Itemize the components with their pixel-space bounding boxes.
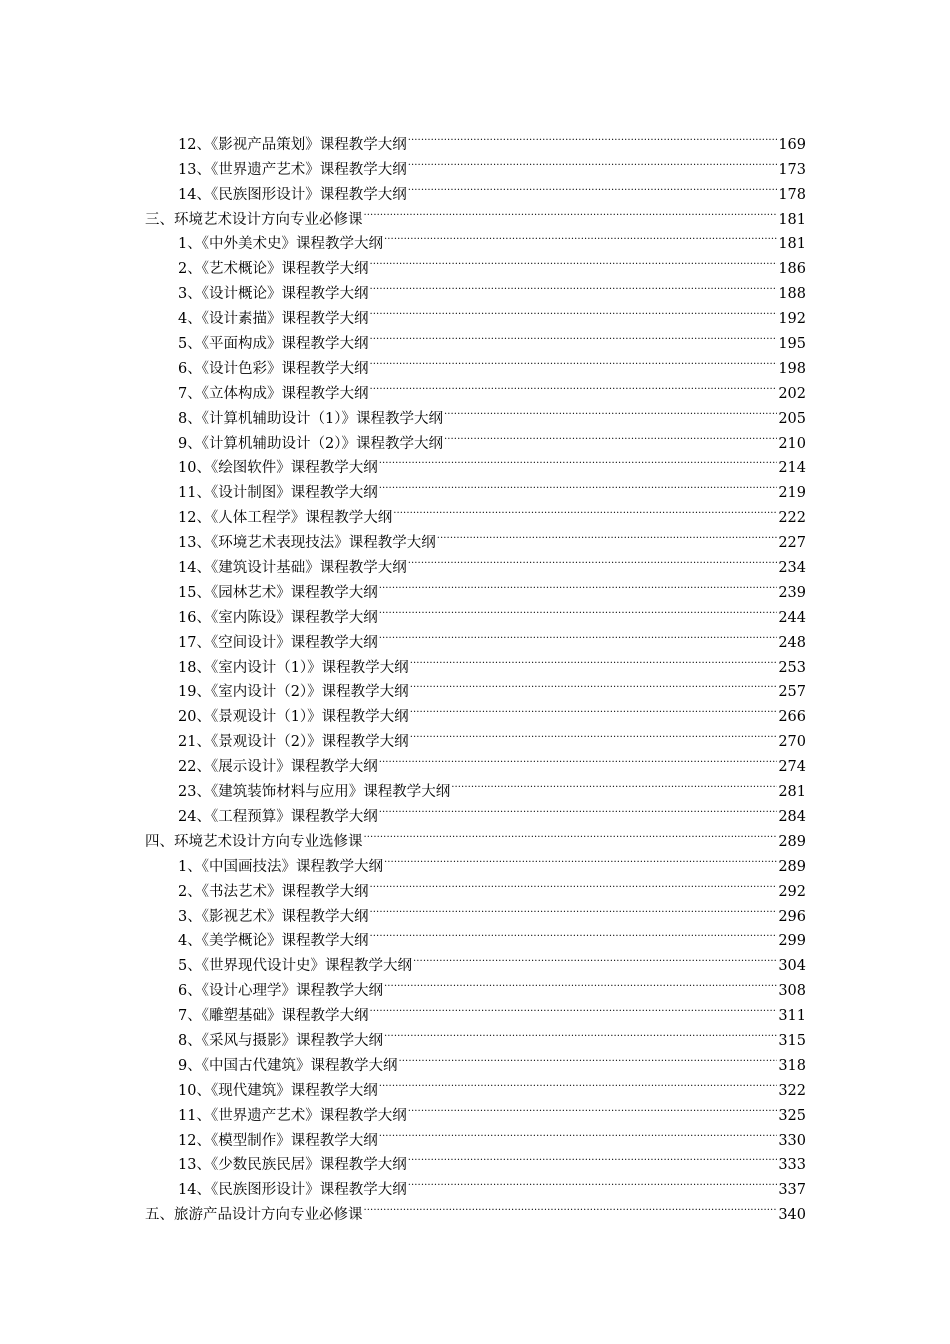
toc-entry[interactable] bbox=[178, 398, 806, 427]
toc-entry[interactable] bbox=[178, 647, 806, 676]
toc-entry-title: 13、《环境艺术表现技法》课程教学大纲 bbox=[178, 535, 436, 552]
toc-entry[interactable] bbox=[178, 1095, 806, 1124]
toc-entry[interactable] bbox=[178, 448, 806, 477]
toc-entry-title: 24、《工程预算》课程教学大纲 bbox=[178, 808, 378, 825]
toc-entry[interactable] bbox=[178, 796, 806, 825]
toc-dot-leader bbox=[384, 224, 777, 249]
toc-dot-leader bbox=[384, 1020, 777, 1045]
toc-entry-title: 20、《景观设计（1）》课程教学大纲 bbox=[178, 709, 409, 726]
toc-entry[interactable] bbox=[178, 373, 806, 402]
toc-dot-leader bbox=[369, 896, 777, 921]
toc-entry-title: 3、《设计概论》课程教学大纲 bbox=[178, 286, 369, 303]
toc-section-entry[interactable] bbox=[145, 1194, 806, 1224]
toc-dot-leader bbox=[369, 871, 777, 896]
toc-entry[interactable] bbox=[178, 497, 806, 527]
toc-entry-page-number: 308 bbox=[778, 983, 806, 1000]
toc-entry-title: 五、旅游产品设计方向专业必修课 bbox=[145, 1207, 363, 1224]
toc-dot-leader bbox=[437, 522, 778, 547]
toc-entry-title: 4、《美学概论》课程教学大纲 bbox=[178, 933, 369, 950]
toc-dot-leader bbox=[364, 1194, 778, 1219]
toc-entry-page-number: 322 bbox=[778, 1082, 806, 1099]
toc-dot-leader bbox=[408, 174, 778, 199]
toc-entry[interactable] bbox=[178, 323, 806, 353]
toc-dot-leader bbox=[379, 1120, 778, 1145]
toc-entry[interactable] bbox=[178, 174, 806, 203]
toc-entry[interactable] bbox=[178, 348, 806, 377]
toc-entry[interactable] bbox=[178, 696, 806, 726]
toc-entry[interactable] bbox=[178, 572, 806, 601]
toc-entry[interactable] bbox=[178, 721, 806, 751]
toc-entry-page-number: 222 bbox=[778, 510, 806, 527]
toc-entry-title: 1、《中外美术史》课程教学大纲 bbox=[178, 236, 383, 253]
toc-dot-leader bbox=[408, 124, 778, 149]
toc-entry[interactable] bbox=[178, 248, 806, 278]
toc-entry-page-number: 173 bbox=[778, 161, 806, 178]
toc-dot-leader bbox=[408, 1169, 778, 1194]
toc-entry-title: 10、《绘图软件》课程教学大纲 bbox=[178, 460, 378, 477]
toc-entry-page-number: 198 bbox=[778, 360, 806, 377]
toc-dot-leader bbox=[369, 995, 777, 1020]
toc-dot-leader bbox=[379, 796, 778, 821]
toc-dot-leader bbox=[364, 821, 778, 846]
toc-entry-page-number: 234 bbox=[778, 560, 806, 577]
toc-dot-leader bbox=[393, 497, 777, 522]
toc-entry-page-number: 292 bbox=[778, 883, 806, 900]
toc-entry[interactable] bbox=[178, 547, 806, 577]
toc-entry-title: 13、《少数民族民居》课程教学大纲 bbox=[178, 1157, 407, 1174]
toc-entry-page-number: 239 bbox=[778, 584, 806, 601]
toc-entry-page-number: 340 bbox=[778, 1207, 806, 1224]
toc-dot-leader bbox=[384, 970, 777, 995]
toc-entry-title: 14、《建筑设计基础》课程教学大纲 bbox=[178, 560, 407, 577]
toc-entry[interactable] bbox=[178, 846, 806, 875]
toc-entry-title: 15、《园林艺术》课程教学大纲 bbox=[178, 584, 378, 601]
toc-dot-leader bbox=[379, 572, 778, 597]
toc-entry-title: 10、《现代建筑》课程教学大纲 bbox=[178, 1082, 378, 1099]
toc-entry-title: 2、《艺术概论》课程教学大纲 bbox=[178, 261, 369, 278]
toc-entry-page-number: 244 bbox=[778, 609, 806, 626]
toc-entry-title: 6、《设计心理学》课程教学大纲 bbox=[178, 983, 383, 1000]
toc-entry-page-number: 219 bbox=[778, 485, 806, 502]
toc-dot-leader bbox=[408, 1145, 778, 1170]
toc-entry-page-number: 192 bbox=[778, 311, 806, 328]
toc-entry-title: 8、《计算机辅助设计（1）》课程教学大纲 bbox=[178, 410, 443, 427]
toc-dot-leader bbox=[413, 945, 777, 970]
toc-entry-title: 13、《世界遗产艺术》课程教学大纲 bbox=[178, 161, 407, 178]
toc-dot-leader bbox=[410, 721, 778, 746]
toc-entry-page-number: 274 bbox=[778, 759, 806, 776]
toc-dot-leader bbox=[398, 1045, 777, 1070]
toc-entry[interactable] bbox=[178, 871, 806, 900]
toc-entry-page-number: 227 bbox=[778, 535, 806, 552]
toc-entry[interactable] bbox=[178, 1145, 806, 1174]
toc-dot-leader bbox=[379, 597, 778, 622]
toc-dot-leader bbox=[379, 472, 778, 497]
toc-entry-page-number: 257 bbox=[778, 684, 806, 701]
toc-entry[interactable] bbox=[178, 224, 806, 253]
toc-entry-title: 8、《采风与摄影》课程教学大纲 bbox=[178, 1032, 383, 1049]
toc-dot-leader bbox=[410, 672, 778, 697]
toc-entry-page-number: 202 bbox=[778, 385, 806, 402]
toc-dot-leader bbox=[369, 323, 777, 348]
toc-entry-page-number: 178 bbox=[778, 186, 806, 203]
toc-entry-title: 9、《计算机辅助设计（2）》课程教学大纲 bbox=[178, 435, 443, 452]
toc-dot-leader bbox=[369, 921, 777, 946]
toc-dot-leader bbox=[379, 622, 778, 647]
toc-entry[interactable] bbox=[178, 597, 806, 626]
toc-dot-leader bbox=[444, 398, 777, 423]
toc-entry-title: 18、《室内设计（1）》课程教学大纲 bbox=[178, 659, 409, 676]
toc-entry-page-number: 304 bbox=[778, 958, 806, 975]
toc-entry-page-number: 248 bbox=[778, 634, 806, 651]
toc-entry[interactable] bbox=[178, 124, 806, 153]
toc-entry-title: 12、《人体工程学》课程教学大纲 bbox=[178, 510, 393, 527]
toc-entry-title: 7、《雕塑基础》课程教学大纲 bbox=[178, 1008, 369, 1025]
table-of-contents bbox=[0, 124, 950, 1224]
toc-dot-leader bbox=[410, 696, 778, 721]
toc-entry[interactable] bbox=[178, 970, 806, 1000]
toc-entry-title: 12、《模型制作》课程教学大纲 bbox=[178, 1132, 378, 1149]
toc-dot-leader bbox=[410, 647, 778, 672]
toc-entry[interactable] bbox=[178, 1020, 806, 1049]
toc-dot-leader bbox=[369, 373, 777, 398]
toc-dot-leader bbox=[451, 771, 777, 796]
toc-entry-page-number: 330 bbox=[778, 1132, 806, 1149]
toc-entry-title: 5、《世界现代设计史》课程教学大纲 bbox=[178, 958, 412, 975]
toc-dot-leader bbox=[369, 248, 777, 273]
toc-section-entry[interactable] bbox=[145, 821, 806, 850]
toc-entry-title: 16、《室内陈设》课程教学大纲 bbox=[178, 609, 378, 626]
toc-entry[interactable] bbox=[178, 1070, 806, 1099]
toc-section-entry[interactable] bbox=[145, 199, 806, 228]
toc-entry-page-number: 281 bbox=[778, 784, 806, 801]
toc-entry[interactable] bbox=[178, 1169, 806, 1199]
toc-entry-page-number: 299 bbox=[778, 933, 806, 950]
toc-dot-leader bbox=[408, 149, 778, 174]
toc-entry-title: 四、环境艺术设计方向专业选修课 bbox=[145, 833, 363, 850]
toc-entry-page-number: 284 bbox=[778, 808, 806, 825]
toc-entry-page-number: 270 bbox=[778, 734, 806, 751]
toc-dot-leader bbox=[379, 746, 778, 771]
toc-dot-leader bbox=[369, 298, 777, 323]
toc-entry-title: 17、《空间设计》课程教学大纲 bbox=[178, 634, 378, 651]
toc-dot-leader bbox=[379, 448, 778, 473]
toc-entry[interactable] bbox=[178, 273, 806, 303]
toc-entry-title: 三、环境艺术设计方向专业必修课 bbox=[145, 211, 363, 228]
toc-entry-page-number: 181 bbox=[778, 211, 806, 228]
toc-entry-title: 5、《平面构成》课程教学大纲 bbox=[178, 336, 369, 353]
toc-dot-leader bbox=[384, 846, 777, 871]
toc-entry-title: 4、《设计素描》课程教学大纲 bbox=[178, 311, 369, 328]
toc-entry-page-number: 195 bbox=[778, 336, 806, 353]
toc-entry-page-number: 253 bbox=[778, 659, 806, 676]
toc-entry[interactable] bbox=[178, 298, 806, 328]
toc-entry[interactable] bbox=[178, 672, 806, 701]
toc-entry-title: 6、《设计色彩》课程教学大纲 bbox=[178, 360, 369, 377]
toc-entry-title: 19、《室内设计（2）》课程教学大纲 bbox=[178, 684, 409, 701]
toc-entry-title: 12、《影视产品策划》课程教学大纲 bbox=[178, 136, 407, 153]
toc-entry-title: 3、《影视艺术》课程教学大纲 bbox=[178, 908, 369, 925]
toc-entry-page-number: 181 bbox=[778, 236, 806, 253]
toc-entry-page-number: 188 bbox=[778, 286, 806, 303]
toc-dot-leader bbox=[369, 273, 777, 298]
toc-dot-leader bbox=[408, 1095, 778, 1120]
toc-entry-title: 11、《世界遗产艺术》课程教学大纲 bbox=[178, 1107, 407, 1124]
toc-entry-title: 21、《景观设计（2）》课程教学大纲 bbox=[178, 734, 409, 751]
toc-entry-page-number: 210 bbox=[778, 435, 806, 452]
toc-entry-page-number: 315 bbox=[778, 1032, 806, 1049]
toc-entry[interactable] bbox=[178, 896, 806, 925]
toc-entry[interactable] bbox=[178, 921, 806, 950]
toc-entry-page-number: 289 bbox=[778, 833, 806, 850]
toc-entry-title: 11、《设计制图》课程教学大纲 bbox=[178, 485, 378, 502]
toc-entry-title: 9、《中国古代建筑》课程教学大纲 bbox=[178, 1057, 398, 1074]
toc-entry[interactable] bbox=[178, 522, 806, 552]
toc-entry-page-number: 311 bbox=[778, 1008, 806, 1025]
toc-entry-page-number: 325 bbox=[778, 1107, 806, 1124]
toc-entry[interactable] bbox=[178, 771, 806, 801]
toc-entry[interactable] bbox=[178, 1045, 806, 1074]
toc-entry[interactable] bbox=[178, 995, 806, 1025]
toc-entry-title: 23、《建筑装饰材料与应用》课程教学大纲 bbox=[178, 784, 451, 801]
toc-entry-page-number: 186 bbox=[778, 261, 806, 278]
toc-entry[interactable] bbox=[178, 423, 806, 452]
toc-entry-page-number: 289 bbox=[778, 858, 806, 875]
toc-dot-leader bbox=[444, 423, 777, 448]
toc-entry-page-number: 333 bbox=[778, 1157, 806, 1174]
toc-entry-title: 2、《书法艺术》课程教学大纲 bbox=[178, 883, 369, 900]
toc-entry-page-number: 266 bbox=[778, 709, 806, 726]
toc-entry[interactable] bbox=[178, 622, 806, 651]
toc-entry-title: 14、《民族图形设计》课程教学大纲 bbox=[178, 1182, 407, 1199]
toc-entry[interactable] bbox=[178, 472, 806, 502]
toc-entry-page-number: 214 bbox=[778, 460, 806, 477]
toc-entry-title: 1、《中国画技法》课程教学大纲 bbox=[178, 858, 383, 875]
toc-entry-page-number: 205 bbox=[778, 410, 806, 427]
toc-entry-title: 22、《展示设计》课程教学大纲 bbox=[178, 759, 378, 776]
toc-dot-leader bbox=[364, 199, 778, 224]
toc-entry[interactable] bbox=[178, 746, 806, 776]
toc-entry-title: 7、《立体构成》课程教学大纲 bbox=[178, 385, 369, 402]
toc-dot-leader bbox=[369, 348, 777, 373]
toc-entry-title: 14、《民族图形设计》课程教学大纲 bbox=[178, 186, 407, 203]
toc-dot-leader bbox=[408, 547, 778, 572]
toc-dot-leader bbox=[379, 1070, 778, 1095]
toc-entry-page-number: 296 bbox=[778, 908, 806, 925]
toc-entry-page-number: 337 bbox=[778, 1182, 806, 1199]
toc-entry[interactable] bbox=[178, 149, 806, 178]
toc-entry-page-number: 169 bbox=[778, 136, 806, 153]
toc-entry[interactable] bbox=[178, 945, 806, 975]
toc-entry-page-number: 318 bbox=[778, 1057, 806, 1074]
toc-entry[interactable] bbox=[178, 1120, 806, 1149]
